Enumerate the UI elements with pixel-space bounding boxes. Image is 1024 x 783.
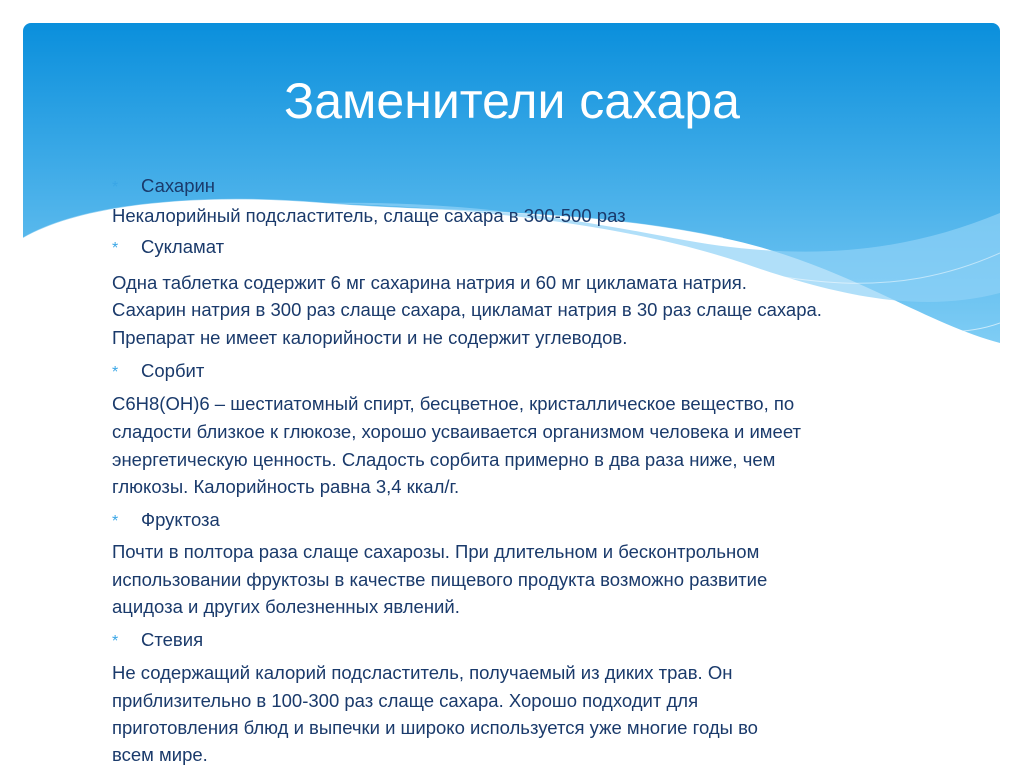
bullet-icon: * — [112, 513, 119, 530]
text-line: Препарат не имеет калорийности и не содержит углеводов. — [112, 327, 628, 348]
bullet-heading: Фруктоза — [141, 509, 220, 530]
text-line: C6H8(OH)6 – шестиатомный спирт, бесцветное, кристаллическое вещество, по — [112, 393, 795, 414]
bullet-icon: * — [112, 633, 119, 650]
text-line: Почти в полтора раза слаще сахарозы. При длительном и бесконтрольном — [112, 541, 760, 562]
bullet-sorbitol — [112, 360, 204, 382]
bullet-heading: Сахарин — [141, 175, 216, 196]
text-line: Не содержащий калорий подсластитель, получаемый из диких трав. Он — [112, 662, 733, 683]
text-line: ацидоза и других болезненных явлений. — [112, 596, 460, 617]
bullet-heading: Сорбит — [141, 360, 205, 381]
slide-title: Заменители сахара — [284, 73, 740, 129]
bullet-saccharin — [112, 175, 215, 197]
bullet-fructose — [112, 509, 220, 531]
text-line: Некалорийный подсластитель, слаще сахара в 300-500 раз — [112, 205, 626, 226]
text-line: Сахарин натрия в 300 раз слаще сахара, цикламат натрия в 30 раз слаще сахара. — [112, 299, 822, 320]
text-line: Одна таблетка содержит 6 мг сахарина натрия и 60 мг цикламата натрия. — [112, 272, 747, 293]
text-line: приготовления блюд и выпечки и широко используется уже многие годы во — [112, 717, 758, 738]
bullet-icon: * — [112, 364, 119, 381]
text-line: приблизительно в 100-300 раз слаще сахара. Хорошо подходит для — [112, 690, 699, 711]
text-line: глюкозы. Калорийность равна 3,4 ккал/г. — [112, 476, 460, 497]
bullet-heading: Стевия — [141, 629, 204, 650]
bullet-icon: * — [112, 179, 119, 196]
text-line: сладости близкое к глюкозе, хорошо усваивается организмом человека и имеет — [112, 421, 801, 442]
bullet-icon: * — [112, 240, 119, 257]
bullet-stevia — [112, 629, 203, 651]
text-line: энергетическую ценность. Сладость сорбита примерно в два раза ниже, чем — [112, 449, 776, 470]
bullet-heading: Сукламат — [141, 236, 225, 257]
bullet-cyclamate — [112, 236, 224, 258]
text-line: использовании фруктозы в качестве пищевого продукта возможно развитие — [112, 569, 768, 590]
text-line: всем мире. — [112, 744, 208, 765]
